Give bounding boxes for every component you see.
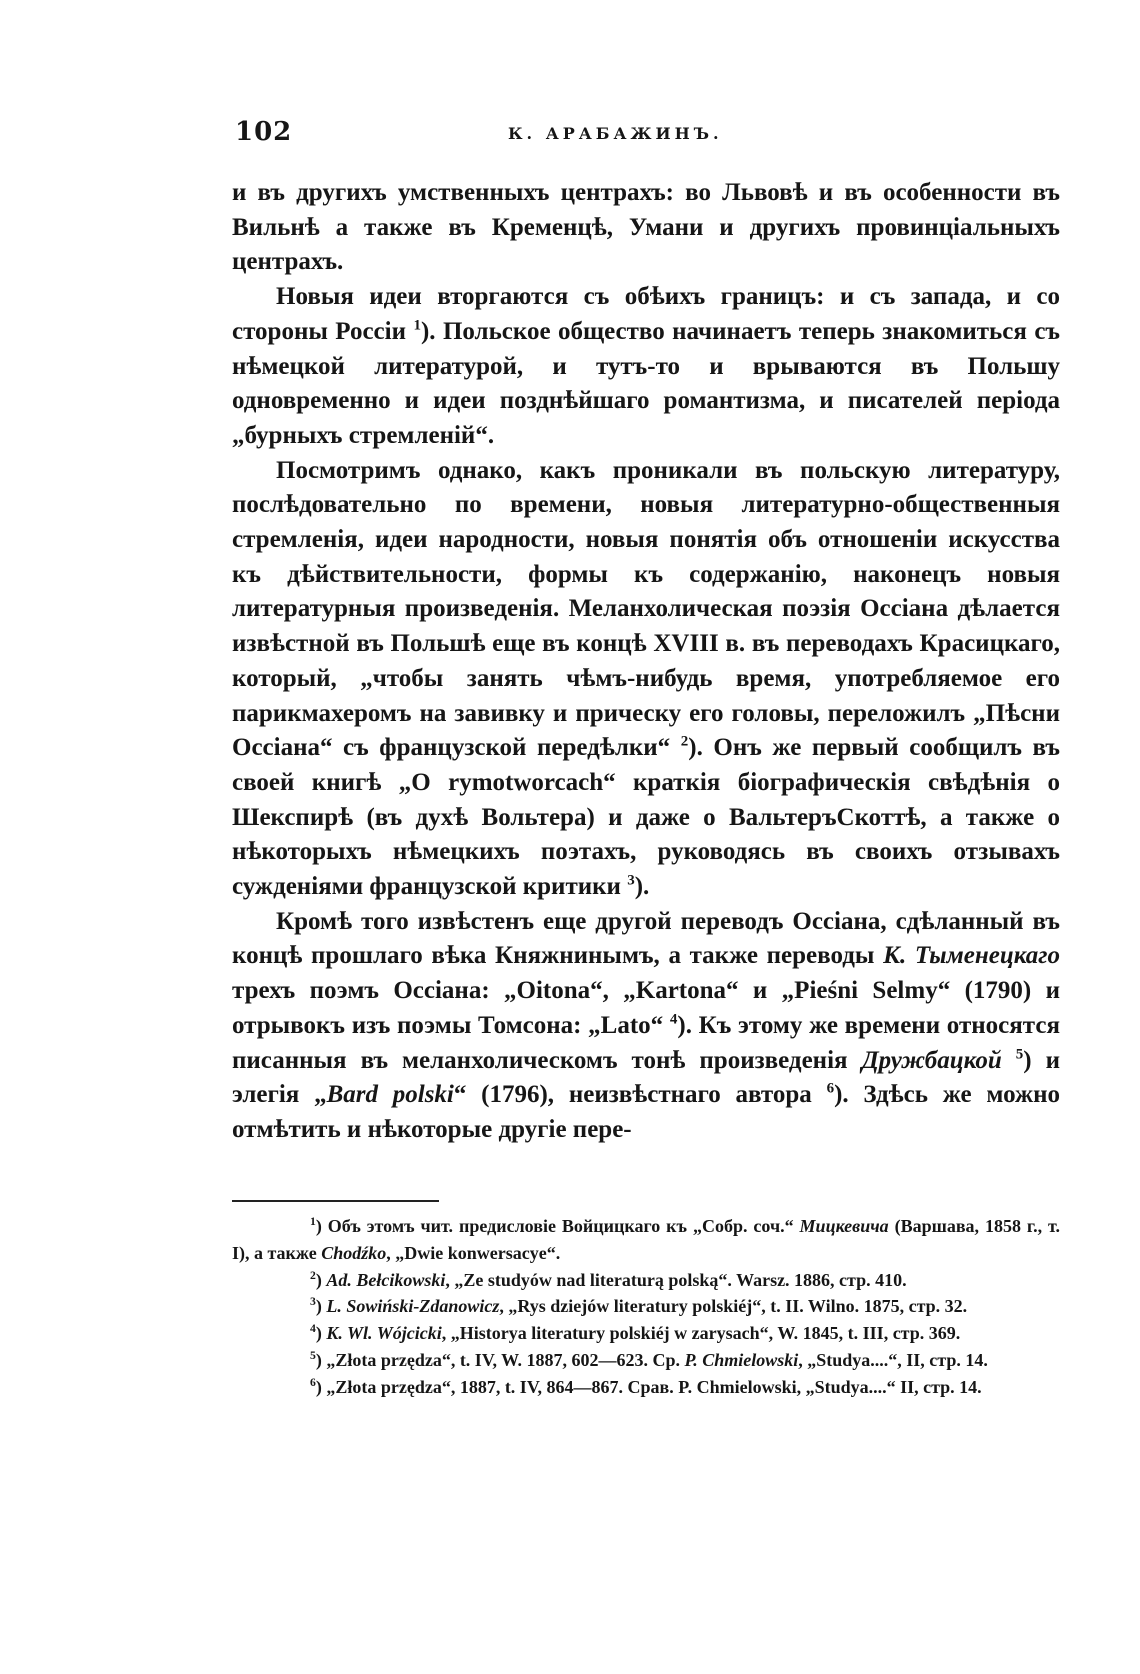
paragraph-4-text-a: Кромѣ того извѣстенъ еще другой переводъ Оссіана, сдѣланный въ концѣ прошлаго вѣка Княжнинымъ, а также переводы — [232, 907, 1060, 970]
body-text — [232, 176, 1060, 1148]
paragraph-1: и въ другихъ умственныхъ центрахъ: во Львовѣ и въ особенности въ Вильнѣ а также въ Кременцѣ, Умани и другихъ провинціальныхъ центрахъ. — [232, 179, 1060, 276]
paragraph-4-text-d: ) и элегія „ — [232, 1046, 1061, 1109]
paragraph-2 — [232, 280, 1060, 454]
paragraph-3-text-c: ). — [634, 873, 650, 901]
footnote-2-text-b: , „Ze studyów nad literaturą polską“. Warsz. 1886, стр. 410. — [445, 1269, 907, 1290]
paragraph-3-text-b: ). Онъ же первый сообщилъ въ своей книгѣ „O rymotworcach“ краткія біографическія свѣдѣнія о Шекспирѣ (въ духѣ Вольтера) и даже о ВальтеръСкоттѣ, а также о нѣкоторыхъ нѣмецкихъ поэтахъ, руководясь въ своихъ отзывахъ сужденіями французской критики — [232, 734, 1060, 901]
footnote-4-marker: 4 — [310, 1322, 316, 1336]
footnote-ref-4[interactable]: 4 — [669, 1011, 678, 1028]
footnote-3-author: L. Sowiński-Zdanowicz — [326, 1296, 500, 1317]
page-number: 102 — [235, 117, 293, 147]
footnote-2-marker: 2 — [310, 1268, 316, 1282]
footnote-4-text-a: ) — [315, 1323, 322, 1344]
footnote-6-marker: 6 — [310, 1375, 316, 1389]
footnote-ref-3[interactable]: 3 — [627, 872, 635, 889]
paragraph-4-text-e: “ (1796), неизвѣстнаго автора — [453, 1081, 812, 1109]
paragraph-4 — [232, 905, 1060, 1148]
footnote-3 — [232, 1293, 1060, 1320]
footnote-ref-6[interactable]: 6 — [826, 1080, 835, 1097]
footnote-5-marker: 5 — [310, 1348, 316, 1362]
footnote-1 — [232, 1213, 1060, 1267]
paragraph-3-text-a: Посмотримъ однако, какъ проникали въ польскую литературу, послѣдовательно по времени, новыя литературно-общественныя стремленія, идеи народности, новыя понятія объ отношеніи искусства къ дѣйствительности, формы къ содержанію, наконецъ новыя литературныя произведенія. Меланхолическая поэзія Оссіана дѣлается извѣстной въ Польшѣ еще въ концѣ XVIII в. въ переводахъ Красицкаго, который, „чтобы занять чѣмъ-нибудь время, употребляемое его парикмахеромъ на завивку и прическу его головы, переложилъ „Пѣсни Оссіана“ съ французской передѣлки“ — [232, 456, 1060, 762]
footnote-4-text-b: , „Historya literatury polskiéj w zarysach“, W. 1845, t. III, стр. 369. — [441, 1323, 961, 1344]
paragraph-4-text-c: ). Къ этому же времени относятся писанныя въ меланхолическомъ тонѣ произведенія — [232, 1011, 1060, 1074]
paragraph-2-text-b: ). Польское общество начинаетъ теперь знакомиться съ нѣмецкой литературой, и тутъ-то и врываются въ Польшу одновременно и идеи позднѣйшаго романтизма, и писателей періода „бурныхъ стремленій“. — [232, 317, 1060, 449]
paragraph-3 — [232, 454, 1060, 905]
footnote-2-text-a: ) — [315, 1269, 322, 1290]
footnote-3-text-b: , „Rys dziejów literatury polskiéj“, t. II. Wilno. 1875, стр. 32. — [499, 1296, 968, 1317]
footnote-1-text-c: , „Dwie konwersacye“. — [386, 1242, 561, 1263]
footnote-4 — [232, 1320, 1060, 1347]
footnote-1-marker: 1 — [310, 1215, 316, 1228]
footnote-1-source: Chodźko — [321, 1242, 387, 1263]
footnote-2-author: Ad. Bełcikowski — [326, 1269, 446, 1290]
paragraph-4-text-f: ). Здѣсь же можно отмѣтить и нѣкоторые другіе пере- — [232, 1081, 1060, 1143]
paragraph-4-text-b: трехъ поэмъ Оссіана: „Oitona“, „Kartona“ и „Pieśni Selmy“ (1790) и отрывокъ изъ поэмы Томсона: „Lato“ — [232, 977, 1060, 1039]
footnote-3-text-a: ) — [315, 1296, 322, 1317]
footnote-6-text-a: ) „Złota przędza“, 1887, t. IV, 864—867. Срав. P. Chmielowski, „Studya....“ II, стр. 14. — [315, 1376, 982, 1397]
footnotes — [232, 1213, 1060, 1401]
footnote-2 — [232, 1267, 1060, 1294]
footnote-4-author: K. Wl. Wójcicki — [326, 1323, 442, 1344]
footnote-divider — [232, 1200, 439, 1202]
running-head: К. АРАБАЖИНЪ. — [508, 124, 723, 143]
footnote-5-text-b: , „Studya....“, II, стр. 14. — [798, 1349, 988, 1370]
title-bard-polski: Bard polski — [326, 1081, 454, 1109]
name-tymienicki: К. Тыменецкаго — [883, 942, 1061, 970]
footnote-6 — [232, 1374, 1060, 1401]
footnote-ref-2[interactable]: 2 — [680, 733, 689, 750]
paragraph-2-text-a: Новыя идеи вторгаются съ обѣихъ границъ: и съ запада, и со стороны Россіи — [232, 283, 1060, 345]
footnote-5-author: P. Chmielowski — [684, 1349, 799, 1370]
footnote-1-author: Мицкевича — [799, 1216, 889, 1236]
footnote-ref-5[interactable]: 5 — [1015, 1046, 1024, 1063]
footnote-3-marker: 3 — [310, 1295, 316, 1309]
name-druzbacka: Дружбацкой — [861, 1046, 1002, 1074]
footnote-5 — [232, 1347, 1060, 1374]
footnote-5-text-a: ) „Złota przędza“, t. IV, W. 1887, 602—623. Ср. — [315, 1349, 681, 1370]
footnote-ref-1[interactable]: 1 — [413, 317, 421, 334]
footnote-1-text-a: ) Объ этомъ чит. предисловіе Войцицкаго къ „Собр. соч.“ — [315, 1216, 794, 1236]
footnote-1-text-b: (Варшава, 1858 г., т. I), а также — [232, 1216, 1061, 1263]
